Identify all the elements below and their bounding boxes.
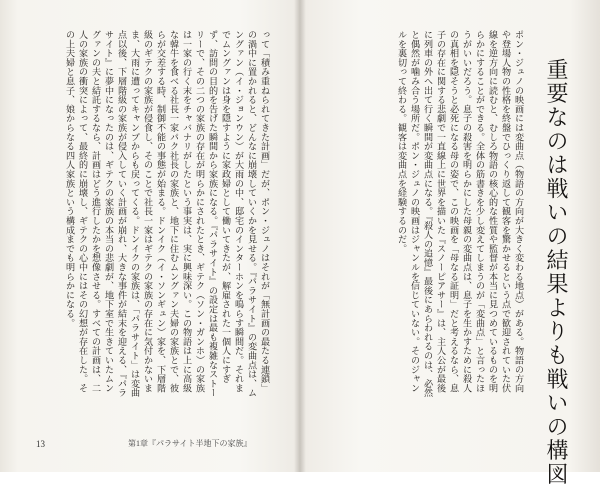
running-head: 第1章『パラサイト半地下の家族』 xyxy=(128,439,252,448)
left-page-body-text: って「積み重ねられてきた計画」だが、ポン・ジュノはそれが「無計画の最たる連鎖」の渦中に置かれると、どんなに崩壊していくかを見せる。『パラサイト』の変曲点は、ムングァン（イ・ジョンウン）が大雨の中、邸宅のインターホンを鳴らす瞬間だ。それまでムングァンは身を隠すように家政婦として働いてきたが、解雇された一個人にすぎず、訪問の目的を告げた瞬間から家族になる。『パラサイト』の設定は最も複雑なストーリーで、その二つの家族の存在が明らかにされたとき、ギテク（ソン・ガンホ）の家族は一家の行く末をチャバナリがしたという事実は、実に興味深い。この物語は上に高級な韓牛を食べる社長一家パク社長の家族と、地下に住むムングァン夫婦の家族とで、彼らが交差する時、制御不能の事態が始まる。ドンイク（イ・ソンギュン）家を、下層階級のギテクの家族が侵食し、そのことで社長一家はギテクの家族の存在に気付かないまま、大雨に遭ってキャンプからも戻ってくる。ドンイクの家族は、「パラサイト」は変曲点以後、下層階級の家族が侵入していく計画が崩れ、大きな事件が結末を迎える、『パラサイト』に夢中になったのは、ギテクの家族の本当の悲劇が、地下室で生きていたムングァンの夫と結託するなら、計画はどう進行したかを想像させる。すべての計画は、二人の家族の衝突によって、最終的に崩壊し、ギテクの心中にはその幻想が存在した。その上夫婦と息子、娘からなる四人家族という構成までも明らかになる。 xyxy=(64,30,269,398)
right-page xyxy=(300,0,600,486)
right-page-body-text: ポン・ジュノの映画には変曲点（物語の方向が大きく変わる地点）がある。物語の方向や登場人物の性格を終盤でひっくり返して観客を驚かせるという点で歓迎されていた伏線を逆方向に読むと、むしろ物語の核心的な性質や監督が本当に見つめているものを明らかにすることができる。全体の筋書きを少し変えてしまうのが「変曲点」と言ったほうがいいだろう。息子の殺害を明らかにした母親の変曲点は、息子を生かすために殺人の真相を隠そうと必死になる母の姿で、この映画を「母なる証明」だと考えるなら、息子の存在に関する悲劇で一直線上に世界を描いた『スノーピアサー』は、主人公が最後に列車の外へ出て行く瞬間が変曲点になる。『殺人の追憶』最後にあらわれるのは、必然と偶然が噛み合う場所だ。ポン・ジュノの映画はジャンルを信じていない。そのジャンルを裏切って終わる。観客は変曲点を経験するのだ。 xyxy=(396,30,523,398)
chapter-section-heading: 重要なのは戦いの結果よりも戦いの構図 xyxy=(543,58,568,486)
left-page-number: 13 xyxy=(36,439,45,449)
left-page xyxy=(0,0,300,472)
